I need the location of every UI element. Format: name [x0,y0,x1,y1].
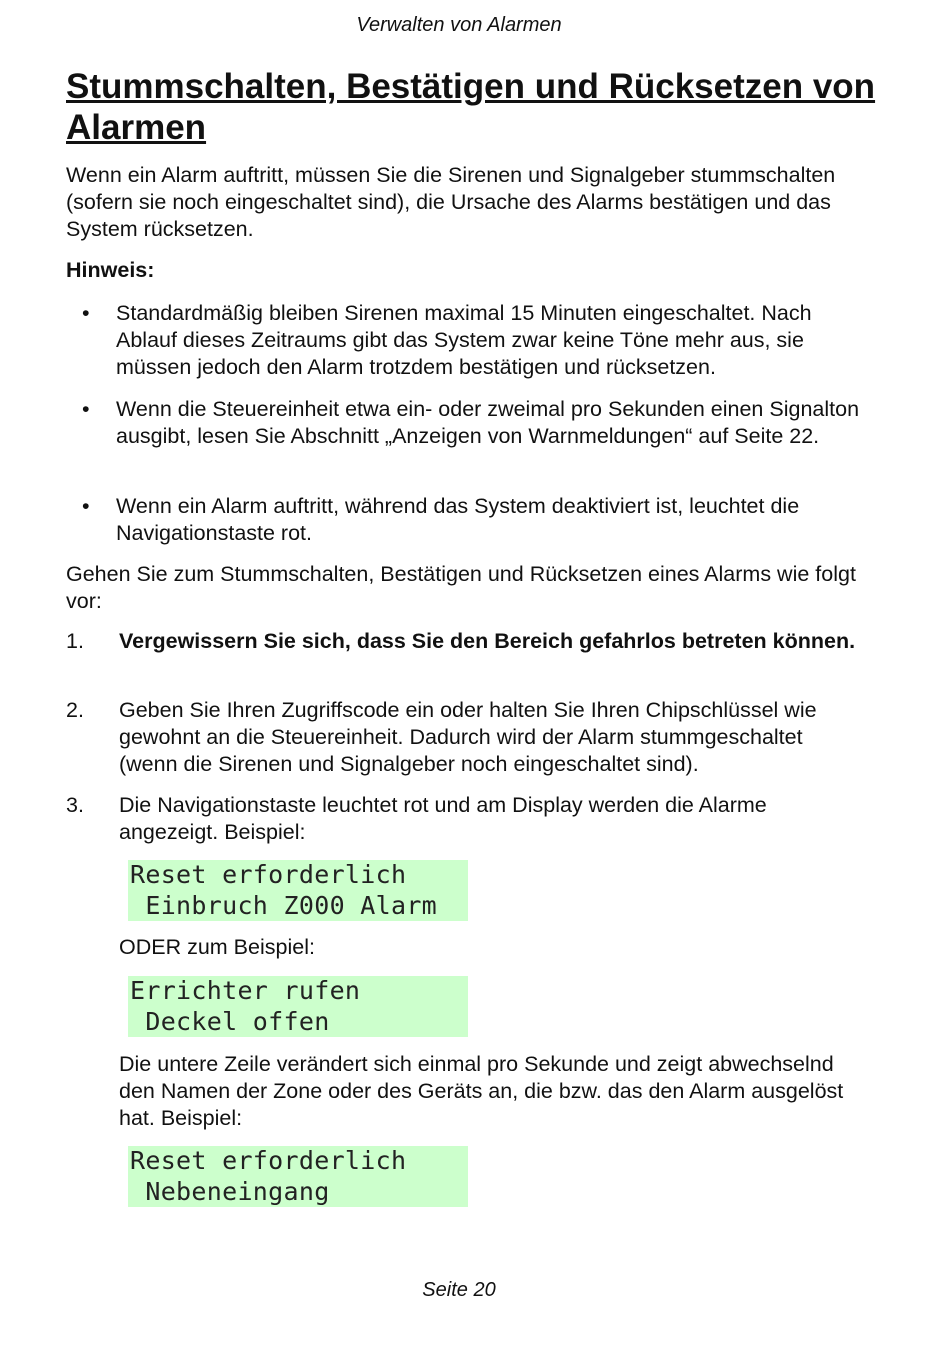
step-number: 1. [66,629,84,653]
list-item-text: Wenn die Steuereinheit etwa ein- oder zweimal pro Sekunden einen Signalton ausgibt, lesen Sie Abschnitt „Anzeigen von Warnmeldungen“ auf Seite 22. [116,397,860,448]
lcd-line-bottom: Deckel offen [130,1007,330,1036]
step-text: Geben Sie Ihren Zugriffscode ein oder halten Sie Ihren Chipschlüssel wie gewohnt an die Steuereinheit. Dadurch wird der Alarm stummgeschaltet (wenn die Sirenen und Signalgeber noch eingeschaltet sind). [119,698,817,776]
lcd-display-example-3 [128,1146,468,1207]
bullet-icon: • [82,301,90,325]
step-number: 3. [66,793,84,817]
page-footer: Seite 20 [422,1279,496,1301]
step-number: 2. [66,698,84,722]
list-item-text: Standardmäßig bleiben Sirenen maximal 15 Minuten eingeschaltet. Nach Ablauf dieses Zeitraums gibt das System zwar keine Töne mehr aus, sie müssen jedoch den Alarm trotzdem bestätigen und rücksetzen. [116,301,812,379]
step-text: Vergewissern Sie sich, dass Sie den Bereich gefahrlos betreten können. [119,629,856,653]
oder-text: ODER zum Beispiel: [119,935,315,959]
note-label: Hinweis: [66,258,155,282]
lcd-line-top: Reset erforderlich [130,860,407,889]
lcd-line-top: Reset erforderlich [130,1146,407,1175]
page-header: Verwalten von Alarmen [356,14,562,36]
lcd-display-example-1 [128,860,468,921]
bullet-icon: • [82,397,90,421]
intro-paragraph: Wenn ein Alarm auftritt, müssen Sie die Sirenen und Signalgeber stummschalten (sofern sie noch eingeschaltet sind), die Ursache des Alarms bestätigen und das System rücksetzen. [66,163,836,241]
step-text: Die Navigationstaste leuchtet rot und am Display werden die Alarme angezeigt. Beispiel: [119,793,767,844]
procedure-intro: Gehen Sie zum Stummschalten, Bestätigen und Rücksetzen eines Alarms wie folgt vor: [66,562,856,613]
lcd-line-bottom: Nebeneingang [130,1177,330,1206]
list-item-text: Wenn ein Alarm auftritt, während das System deaktiviert ist, leuchtet die Navigationstaste rot. [116,494,800,545]
lcd-display-example-2 [128,976,468,1037]
bullet-icon: • [82,494,90,518]
lcd-line-top: Errichter rufen [130,976,361,1005]
lower-line-paragraph: Die untere Zeile verändert sich einmal pro Sekunde und zeigt abwechselnd den Namen der Zone oder des Geräts an, die bzw. das den Alarm ausgelöst hat. Beispiel: [119,1052,844,1130]
page-title: Stummschalten, Bestätigen und Rücksetzen von Alarmen [66,67,876,147]
lcd-line-bottom: Einbruch Z000 Alarm [130,891,438,920]
